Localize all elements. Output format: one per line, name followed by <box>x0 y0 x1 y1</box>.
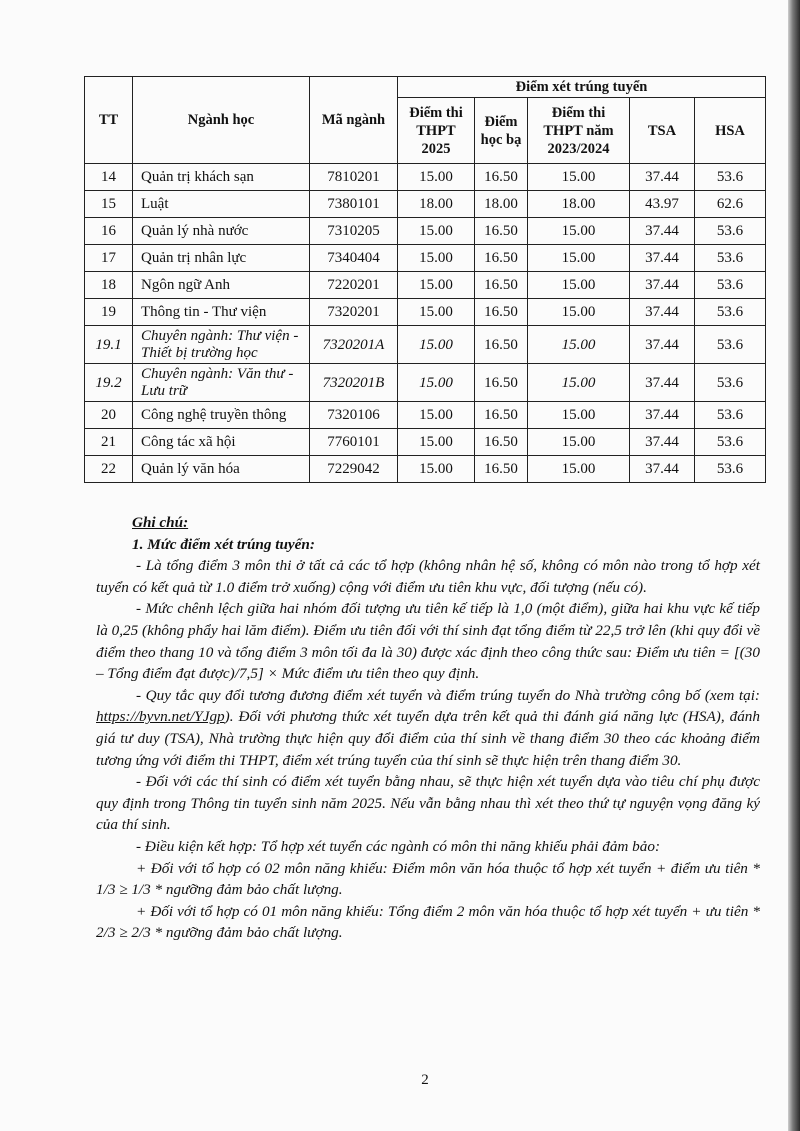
table-row: 21 Công tác xã hội 7760101 15.00 16.50 15.00 37.44 53.6 <box>85 429 766 456</box>
table-row: 19.1 Chuyên ngành: Thư viện - Thiết bị trường học 7320201A 15.00 16.50 15.00 37.44 53.6 <box>85 326 766 364</box>
table-row: 19 Thông tin - Thư viện 7320201 15.00 16.50 15.00 37.44 53.6 <box>85 299 766 326</box>
header-tt: TT <box>85 77 133 164</box>
page-edge-shadow <box>788 0 800 1131</box>
table-row: 16 Quản lý nhà nước 7310205 15.00 16.50 15.00 37.44 53.6 <box>85 218 766 245</box>
header-ma-nganh: Mã ngành <box>310 77 398 164</box>
admission-score-table <box>84 76 766 483</box>
notes-section <box>96 512 760 944</box>
note-text: ). Đối với phương thức xét tuyển dựa trên kết quả thi đánh giá năng lực (HSA), đánh giá tư duy (TSA), Nhà trường thực hiện quy đổi điểm của thí sinh về thang điểm 30 theo các khoảng điểm tương ứng với điểm thi THPT, điểm xét trúng tuyển của thí sinh sẽ thực hiện trên thang điểm 30. <box>96 708 760 769</box>
table-row: 17 Quản trị nhân lực 7340404 15.00 16.50 15.00 37.44 53.6 <box>85 245 766 272</box>
notes-heading: 1. Mức điểm xét trúng tuyển: <box>132 535 315 553</box>
table-row: 19.2 Chuyên ngành: Văn thư - Lưu trữ 7320201B 15.00 16.50 15.00 37.44 53.6 <box>85 364 766 402</box>
header-tsa: TSA <box>630 98 695 164</box>
conversion-rules-link[interactable]: https://byvn.net/YJgp <box>96 708 225 726</box>
header-diem-xet-trung-tuyen: Điểm xét trúng tuyển <box>398 77 766 98</box>
note-paragraph: - Mức chênh lệch giữa hai nhóm đối tượng ưu tiên kế tiếp là 1,0 (một điểm), giữa hai khu vực kế tiếp là 0,25 (không phẩy hai lăm điểm). Điểm ưu tiên đối với thí sinh đạt tổng điểm từ 22,5 trở lên (khi quy đổi về điểm theo thang 10 và tổng điểm 3 môn tối đa là 30) được xác định theo công thức sau: Điểm ưu tiên = [(30 – Tổng điểm đạt được)/7,5] × Mức điểm ưu tiên theo quy định. <box>96 600 760 683</box>
table-row: 18 Ngôn ngữ Anh 7220201 15.00 16.50 15.00 37.44 53.6 <box>85 272 766 299</box>
table-row: 22 Quản lý văn hóa 7229042 15.00 16.50 15.00 37.44 53.6 <box>85 456 766 483</box>
note-paragraph: - Điều kiện kết hợp: Tổ hợp xét tuyển các ngành có môn thi năng khiếu phải đảm bảo: <box>136 837 661 855</box>
note-paragraph: + Đối với tổ hợp có 01 môn năng khiếu: Tổng điểm 2 môn văn hóa thuộc tổ hợp xét tuyển + ưu tiên * 2/3 ≥ 2/3 * ngưỡng đảm bảo chất lượng. <box>96 902 760 942</box>
notes-title: Ghi chú: <box>132 514 189 531</box>
table-row: 14 Quản trị khách sạn 7810201 15.00 16.50 15.00 37.44 53.6 <box>85 164 766 191</box>
header-thpt-2025: Điểm thi THPT 2025 <box>398 98 475 164</box>
note-paragraph: + Đối với tổ hợp có 02 môn năng khiếu: Điểm môn văn hóa thuộc tổ hợp xét tuyển + điểm ưu tiên * 1/3 ≥ 1/3 * ngưỡng đảm bảo chất lượng. <box>96 859 760 899</box>
note-paragraph: - Là tổng điểm 3 môn thi ở tất cả các tổ hợp (không nhân hệ số, không có môn nào trong tổ hợp xét tuyển có kết quả từ 1.0 điểm trở xuống) cộng với điểm ưu tiên khu vực, đối tượng (nếu có). <box>96 557 760 596</box>
header-hsa: HSA <box>695 98 766 164</box>
table-row: 15 Luật 7380101 18.00 18.00 18.00 43.97 62.6 <box>85 191 766 218</box>
header-nganh-hoc: Ngành học <box>133 77 310 164</box>
note-paragraph: - Đối với các thí sinh có điểm xét tuyển bằng nhau, sẽ thực hiện xét tuyển dựa vào tiêu chí phụ được quy định trong Thông tin tuyển sinh năm 2025. Nếu vẫn bằng nhau thì xét theo thứ tự nguyện vọng đăng ký của thí sinh. <box>96 773 760 834</box>
note-text: - Quy tắc quy đổi tương đương điểm xét tuyển và điểm trúng tuyển do Nhà trường công bố (xem tại: <box>136 686 760 704</box>
note-paragraph <box>96 685 760 771</box>
page-number: 2 <box>421 1072 429 1088</box>
table-row: 20 Công nghệ truyền thông 7320106 15.00 16.50 15.00 37.44 53.6 <box>85 402 766 429</box>
header-hoc-ba: Điểm học bạ <box>475 98 528 164</box>
header-thpt-2023-2024: Điểm thi THPT năm 2023/2024 <box>528 98 630 164</box>
